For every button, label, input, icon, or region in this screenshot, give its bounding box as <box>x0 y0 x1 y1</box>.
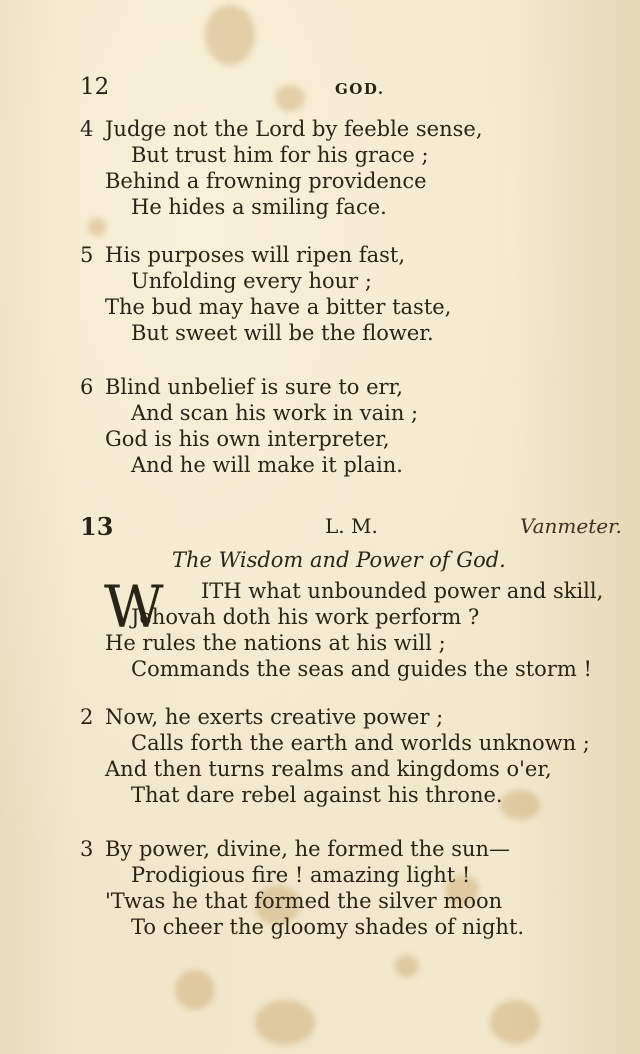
verse-line: But trust him for his grace ; <box>131 143 429 167</box>
verse-line: God is his own interpreter, <box>105 427 390 451</box>
stanza-number: 5 <box>80 243 94 267</box>
stanza-1 <box>80 573 635 684</box>
foxing-stain <box>205 5 255 65</box>
verse-line: Jehovah doth his work perform ? <box>131 605 480 629</box>
foxing-stain <box>490 1000 540 1044</box>
verse-line: Now, he exerts creative power ; <box>105 705 444 729</box>
verse-line: That dare rebel against his throne. <box>131 783 503 807</box>
drop-cap: W <box>104 573 164 641</box>
verse-line: The bud may have a bitter taste, <box>105 295 452 319</box>
tune-name: Vanmeter. <box>520 514 622 538</box>
verse-line: Judge not the Lord by feeble sense, <box>105 117 483 141</box>
stanza-number: 6 <box>80 375 94 399</box>
page-number: 12 <box>80 74 110 100</box>
verse-line: And then turns realms and kingdoms o'er, <box>105 757 552 781</box>
hymn-title: The Wisdom and Power of God. <box>172 548 506 572</box>
stanza-number: 3 <box>80 837 94 861</box>
stanza-2 <box>80 704 635 810</box>
stanza-number: 2 <box>80 705 94 729</box>
verse-line: Prodigious fire ! amazing light ! <box>131 863 471 887</box>
foxing-stain <box>255 1000 315 1045</box>
running-head: GOD. <box>335 80 385 98</box>
verse-line: By power, divine, he formed the sun— <box>105 837 511 861</box>
hymn-heading <box>80 512 640 546</box>
stanza-number: 4 <box>80 117 94 141</box>
verse-line: Behind a frowning providence <box>105 169 427 193</box>
verse-line: And he will make it plain. <box>131 453 403 477</box>
verse-line: And scan his work in vain ; <box>131 401 419 425</box>
verse-line: Unfolding every hour ; <box>131 269 372 293</box>
hymn-meter: L. M. <box>325 514 378 538</box>
verse-line: Blind unbelief is sure to err, <box>105 375 403 399</box>
hymn-number: 13 <box>80 512 114 541</box>
stanza-4 <box>80 116 635 222</box>
verse-line: ITH what unbounded power and skill, <box>201 579 604 603</box>
verse-line: His purposes will ripen fast, <box>105 243 406 267</box>
verse-line: Calls forth the earth and worlds unknown ; <box>131 731 590 755</box>
verse-line: But sweet will be the flower. <box>131 321 434 345</box>
stanza-5 <box>80 242 635 348</box>
verse-line: 'Twas he that formed the silver moon <box>105 889 503 913</box>
verse-line: Commands the seas and guides the storm ! <box>131 657 592 681</box>
verse-line: He rules the nations at his will ; <box>105 631 446 655</box>
verse-line: He hides a smiling face. <box>131 195 387 219</box>
stanza-3 <box>80 836 635 942</box>
page-header <box>80 74 620 104</box>
foxing-stain <box>175 970 215 1010</box>
verse-line: To cheer the gloomy shades of night. <box>131 915 525 939</box>
stanza-6 <box>80 374 635 480</box>
foxing-stain <box>395 955 419 977</box>
